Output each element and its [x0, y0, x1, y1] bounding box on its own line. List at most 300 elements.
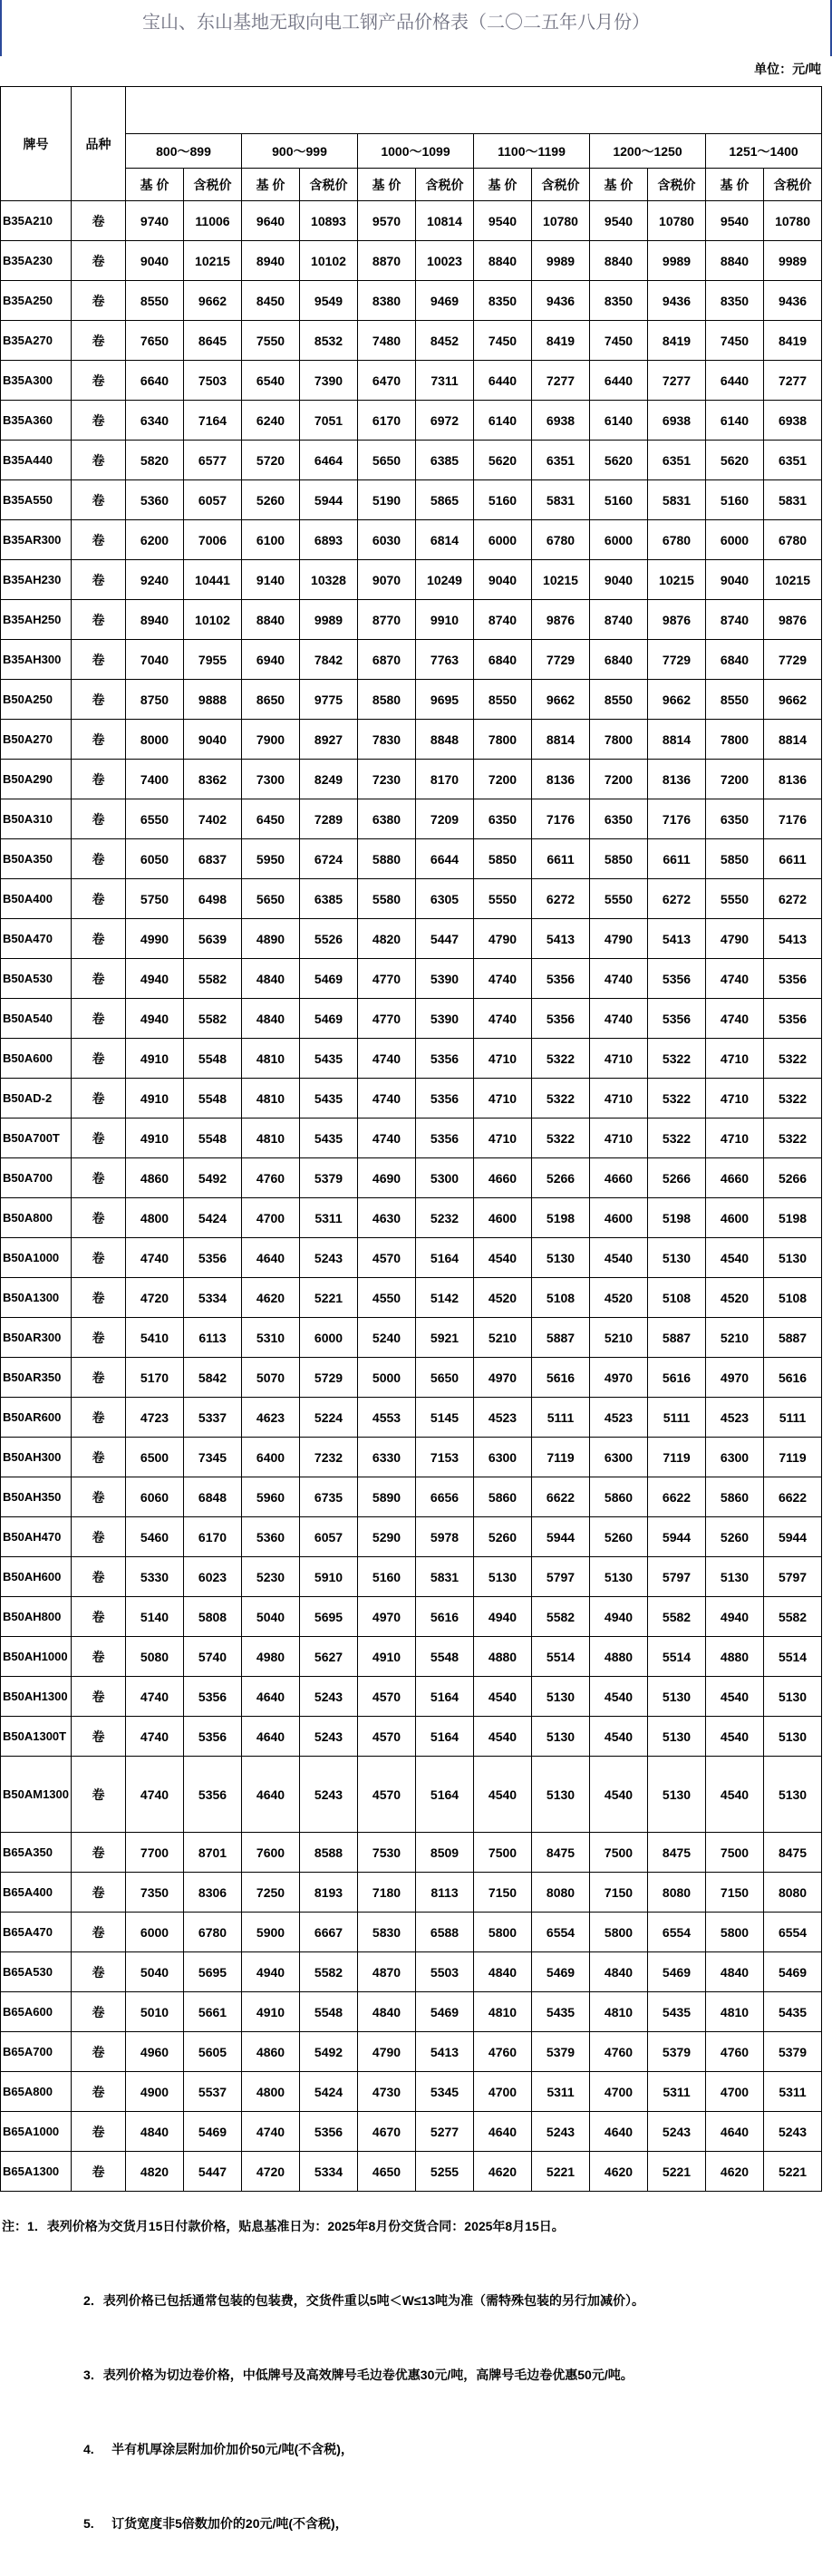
table-row — [1, 760, 822, 799]
tax-price-cell: 5616 — [764, 1358, 822, 1398]
base-price-cell: 4740 — [358, 1039, 416, 1079]
grade-cell: B50A1300 — [1, 1278, 72, 1318]
tax-price-cell: 5198 — [764, 1198, 822, 1238]
base-price-cell: 8350 — [706, 281, 764, 321]
tax-price-cell: 5582 — [764, 1597, 822, 1637]
tax-price-cell: 5469 — [416, 1992, 474, 2032]
table-row — [1, 401, 822, 441]
base-price-cell: 4820 — [126, 2152, 184, 2192]
base-price-cell: 5850 — [474, 839, 532, 879]
tax-price-cell: 9989 — [764, 241, 822, 281]
tax-price-cell: 5164 — [416, 1757, 474, 1833]
grade-cell: B50AH800 — [1, 1597, 72, 1637]
base-price-cell: 6240 — [242, 401, 300, 441]
base-price-cell: 4910 — [126, 1119, 184, 1158]
tax-price-cell: 5322 — [648, 1119, 706, 1158]
base-price-cell: 8350 — [474, 281, 532, 321]
tax-price-cell: 5322 — [532, 1079, 590, 1119]
base-price-cell: 4670 — [358, 2112, 416, 2152]
tax-price-cell: 8419 — [648, 321, 706, 361]
base-price-cell: 7450 — [474, 321, 532, 361]
base-price-cell: 4740 — [706, 999, 764, 1039]
tax-price-cell: 5469 — [300, 959, 358, 999]
base-price-cell: 4940 — [706, 1597, 764, 1637]
base-price-cell: 5160 — [590, 480, 648, 520]
base-price-cell: 5750 — [126, 879, 184, 919]
base-price-cell: 5000 — [358, 1358, 416, 1398]
tax-price-cell: 7503 — [184, 361, 242, 401]
tax-price-cell: 6611 — [648, 839, 706, 879]
tax-price-cell: 5661 — [184, 1992, 242, 2032]
tax-price-cell: 6385 — [300, 879, 358, 919]
base-price-cell: 4900 — [126, 2072, 184, 2112]
base-price-cell: 8550 — [706, 680, 764, 720]
base-price-cell: 4890 — [242, 919, 300, 959]
base-price-cell: 7530 — [358, 1833, 416, 1873]
grade-cell: B35A360 — [1, 401, 72, 441]
table-row — [1, 1039, 822, 1079]
note-line: 注：1．表列价格为交货月15日付款价格，贴息基准日为：2025年8月份交货合同：2025年8月15日。 — [2, 2219, 565, 2233]
base-price-cell: 4740 — [126, 1677, 184, 1717]
base-price-cell: 5210 — [590, 1318, 648, 1358]
base-price-cell: 4690 — [358, 1158, 416, 1198]
base-price-cell: 4710 — [590, 1079, 648, 1119]
table-row — [1, 1398, 822, 1438]
tax-price-cell: 5356 — [532, 959, 590, 999]
tax-price-cell: 8136 — [648, 760, 706, 799]
grade-cell: B50A310 — [1, 799, 72, 839]
base-price-cell: 7040 — [126, 640, 184, 680]
base-price-cell: 7800 — [590, 720, 648, 760]
base-price-cell: 7700 — [126, 1833, 184, 1873]
table-row — [1, 241, 822, 281]
tax-price-cell: 5616 — [532, 1358, 590, 1398]
grade-cell: B50AH470 — [1, 1517, 72, 1557]
tax-price-cell: 8814 — [532, 720, 590, 760]
base-price-cell: 6050 — [126, 839, 184, 879]
tax-price-cell: 7051 — [300, 401, 358, 441]
tax-price-cell: 9876 — [764, 600, 822, 640]
tax-price-cell: 9876 — [648, 600, 706, 640]
tax-price-cell: 6588 — [416, 1913, 474, 1952]
base-price-cell: 4940 — [242, 1952, 300, 1992]
tax-price-cell: 5300 — [416, 1158, 474, 1198]
base-price-cell: 4710 — [590, 1119, 648, 1158]
base-price-cell: 6380 — [358, 799, 416, 839]
price-table-body — [1, 201, 822, 2192]
tax-price-cell: 5605 — [184, 2032, 242, 2072]
tax-price-cell: 6724 — [300, 839, 358, 879]
base-price-cell: 5960 — [242, 1477, 300, 1517]
base-price-cell: 5130 — [474, 1557, 532, 1597]
tax-price-cell: 10215 — [532, 560, 590, 600]
tax-price-cell: 5130 — [648, 1238, 706, 1278]
base-price-cell: 4740 — [474, 999, 532, 1039]
grade-cell: B65A530 — [1, 1952, 72, 1992]
tax-price-cell: 8136 — [532, 760, 590, 799]
tax-price-cell: 8532 — [300, 321, 358, 361]
tax-price-cell: 7153 — [416, 1438, 474, 1477]
type-cell: 卷 — [72, 1238, 126, 1278]
base-price-cell: 4620 — [242, 1278, 300, 1318]
type-cell: 卷 — [72, 1477, 126, 1517]
tax-price-cell: 6113 — [184, 1318, 242, 1358]
base-price-cell: 5260 — [242, 480, 300, 520]
tax-price-cell: 10249 — [416, 560, 474, 600]
table-row — [1, 1238, 822, 1278]
tax-price-cell: 9989 — [532, 241, 590, 281]
table-row — [1, 919, 822, 959]
tax-price-cell: 6351 — [648, 441, 706, 480]
base-price-cell: 4790 — [358, 2032, 416, 2072]
base-price-cell: 5080 — [126, 1637, 184, 1677]
tax-price-cell: 5492 — [300, 2032, 358, 2072]
base-price-cell: 4540 — [590, 1238, 648, 1278]
base-price-cell: 6340 — [126, 401, 184, 441]
base-price-cell: 6140 — [706, 401, 764, 441]
type-header: 品种 — [72, 87, 126, 201]
base-price-cell: 8380 — [358, 281, 416, 321]
type-cell: 卷 — [72, 2072, 126, 2112]
type-cell: 卷 — [72, 999, 126, 1039]
base-price-cell: 4520 — [706, 1278, 764, 1318]
tax-price-cell: 5356 — [416, 1039, 474, 1079]
grade-cell: B50AH1300 — [1, 1677, 72, 1717]
tax-price-cell: 5469 — [532, 1952, 590, 1992]
tax-price-cell: 7176 — [764, 799, 822, 839]
table-row — [1, 361, 822, 401]
tax-price-cell: 5582 — [300, 1952, 358, 1992]
base-price-cell: 4910 — [126, 1079, 184, 1119]
base-price-cell: 5360 — [242, 1517, 300, 1557]
tax-price-cell: 5842 — [184, 1358, 242, 1398]
base-price-cell: 4540 — [590, 1677, 648, 1717]
base-price-cell: 4910 — [358, 1637, 416, 1677]
base-price-cell: 5360 — [126, 480, 184, 520]
base-price-cell: 4640 — [706, 2112, 764, 2152]
base-price-cell: 9040 — [706, 560, 764, 600]
tax-price-cell: 5130 — [532, 1717, 590, 1757]
base-price-cell: 5260 — [474, 1517, 532, 1557]
base-price-cell: 6470 — [358, 361, 416, 401]
base-price-cell: 8550 — [590, 680, 648, 720]
tax-price-cell: 10023 — [416, 241, 474, 281]
table-row — [1, 1358, 822, 1398]
tax-price-cell: 5130 — [648, 1717, 706, 1757]
type-cell: 卷 — [72, 361, 126, 401]
table-row — [1, 1913, 822, 1952]
base-price-cell: 4790 — [590, 919, 648, 959]
base-price-cell: 6540 — [242, 361, 300, 401]
base-price-cell: 4710 — [706, 1079, 764, 1119]
type-cell: 卷 — [72, 401, 126, 441]
tax-price-cell: 8306 — [184, 1873, 242, 1913]
table-row — [1, 600, 822, 640]
base-price-cell: 7400 — [126, 760, 184, 799]
tax-price-cell: 5356 — [764, 959, 822, 999]
base-price-cell: 9070 — [358, 560, 416, 600]
tax-price-cell: 5356 — [532, 999, 590, 1039]
base-price-cell: 4700 — [590, 2072, 648, 2112]
tax-price-cell: 5887 — [764, 1318, 822, 1358]
tax-price-cell: 5243 — [532, 2112, 590, 2152]
base-price-cell: 4523 — [590, 1398, 648, 1438]
tax-price-cell: 5831 — [648, 480, 706, 520]
table-row — [1, 1757, 822, 1833]
tax-price-header: 含税价 — [416, 169, 474, 201]
tax-price-cell: 6057 — [300, 1517, 358, 1557]
tax-price-cell: 5221 — [648, 2152, 706, 2192]
tax-price-cell: 7006 — [184, 520, 242, 560]
type-cell: 卷 — [72, 1278, 126, 1318]
tax-price-cell: 6351 — [764, 441, 822, 480]
tax-price-cell: 5356 — [184, 1677, 242, 1717]
base-price-cell: 4740 — [358, 1119, 416, 1158]
base-price-cell: 7180 — [358, 1873, 416, 1913]
range-header: 800～899 — [126, 134, 242, 169]
base-price-cell: 9570 — [358, 201, 416, 241]
tax-price-cell: 9662 — [764, 680, 822, 720]
title-bar — [0, 0, 832, 56]
base-price-cell: 6440 — [706, 361, 764, 401]
type-cell: 卷 — [72, 1358, 126, 1398]
base-price-cell: 4640 — [590, 2112, 648, 2152]
base-price-cell: 5890 — [358, 1477, 416, 1517]
base-price-cell: 4790 — [474, 919, 532, 959]
base-price-cell: 4540 — [474, 1717, 532, 1757]
base-price-cell: 4540 — [474, 1757, 532, 1833]
tax-price-cell: 10780 — [648, 201, 706, 241]
base-price-cell: 7900 — [242, 720, 300, 760]
base-price-cell: 8940 — [242, 241, 300, 281]
base-price-cell: 4940 — [590, 1597, 648, 1637]
tax-price-cell: 9876 — [532, 600, 590, 640]
tax-price-cell: 5492 — [184, 1158, 242, 1198]
type-cell: 卷 — [72, 1198, 126, 1238]
tax-price-cell: 6554 — [764, 1913, 822, 1952]
tax-price-cell: 7209 — [416, 799, 474, 839]
tax-price-cell: 9910 — [416, 600, 474, 640]
grade-cell: B50A470 — [1, 919, 72, 959]
base-price-cell: 4620 — [590, 2152, 648, 2192]
tax-price-cell: 8701 — [184, 1833, 242, 1873]
base-price-cell: 5160 — [358, 1557, 416, 1597]
base-price-cell: 8740 — [474, 600, 532, 640]
base-price-cell: 5190 — [358, 480, 416, 520]
base-price-cell: 4960 — [126, 2032, 184, 2072]
table-row — [1, 1438, 822, 1477]
tax-price-cell: 5548 — [184, 1119, 242, 1158]
base-price-cell: 9040 — [590, 560, 648, 600]
tax-price-cell: 9662 — [184, 281, 242, 321]
base-price-cell: 4540 — [590, 1717, 648, 1757]
base-price-cell: 4700 — [706, 2072, 764, 2112]
range-header: 1200～1250 — [590, 134, 706, 169]
tax-price-cell: 5243 — [300, 1238, 358, 1278]
base-price-cell: 7650 — [126, 321, 184, 361]
tax-price-cell: 5447 — [416, 919, 474, 959]
tax-price-cell: 5164 — [416, 1677, 474, 1717]
base-price-cell: 4840 — [590, 1952, 648, 1992]
type-cell: 卷 — [72, 839, 126, 879]
base-price-cell: 4660 — [590, 1158, 648, 1198]
base-price-cell: 6640 — [126, 361, 184, 401]
grade-cell: B50A1000 — [1, 1238, 72, 1278]
tax-price-cell: 5356 — [184, 1238, 242, 1278]
base-price-cell: 7450 — [706, 321, 764, 361]
tax-price-cell: 5198 — [532, 1198, 590, 1238]
base-price-cell: 9540 — [706, 201, 764, 241]
tax-price-cell: 7763 — [416, 640, 474, 680]
tax-price-cell: 5447 — [184, 2152, 242, 2192]
tax-price-cell: 5130 — [764, 1717, 822, 1757]
table-row — [1, 680, 822, 720]
tax-price-cell: 9469 — [416, 281, 474, 321]
tax-price-cell: 6622 — [648, 1477, 706, 1517]
tax-price-cell: 6814 — [416, 520, 474, 560]
base-price-cell: 6350 — [474, 799, 532, 839]
tax-price-cell: 5740 — [184, 1637, 242, 1677]
tax-price-cell: 9662 — [648, 680, 706, 720]
tax-price-cell: 5797 — [764, 1557, 822, 1597]
tax-price-cell: 7289 — [300, 799, 358, 839]
grade-cell: B65A1300 — [1, 2152, 72, 2192]
base-price-header: 基 价 — [706, 169, 764, 201]
tax-price-cell: 5232 — [416, 1198, 474, 1238]
tax-price-cell: 7119 — [648, 1438, 706, 1477]
tax-price-cell: 7164 — [184, 401, 242, 441]
base-price-cell: 5130 — [706, 1557, 764, 1597]
base-price-cell: 9540 — [474, 201, 532, 241]
grade-cell: B50A700 — [1, 1158, 72, 1198]
base-price-cell: 7200 — [706, 760, 764, 799]
tax-price-cell: 8170 — [416, 760, 474, 799]
base-price-cell: 9640 — [242, 201, 300, 241]
grade-cell: B35A440 — [1, 441, 72, 480]
base-price-cell: 4660 — [706, 1158, 764, 1198]
grade-cell: B65A1000 — [1, 2112, 72, 2152]
tax-price-cell: 6351 — [532, 441, 590, 480]
base-price-cell: 5040 — [242, 1597, 300, 1637]
base-price-cell: 5650 — [242, 879, 300, 919]
base-price-cell: 5950 — [242, 839, 300, 879]
table-row — [1, 1873, 822, 1913]
base-price-cell: 4540 — [474, 1238, 532, 1278]
tax-price-cell: 5356 — [648, 959, 706, 999]
tax-price-cell: 5111 — [648, 1398, 706, 1438]
tax-price-cell: 6622 — [532, 1477, 590, 1517]
tax-price-cell: 5356 — [184, 1717, 242, 1757]
base-price-cell: 6870 — [358, 640, 416, 680]
type-cell: 卷 — [72, 2152, 126, 2192]
table-row — [1, 2112, 822, 2152]
tax-price-cell: 5322 — [764, 1039, 822, 1079]
tax-price-cell: 7311 — [416, 361, 474, 401]
type-cell: 卷 — [72, 560, 126, 600]
tax-price-header: 含税价 — [184, 169, 242, 201]
base-price-cell: 7480 — [358, 321, 416, 361]
table-row — [1, 2032, 822, 2072]
tax-price-cell: 5356 — [184, 1757, 242, 1833]
base-price-header: 基 价 — [242, 169, 300, 201]
table-row — [1, 201, 822, 241]
grade-cell: B50AR350 — [1, 1358, 72, 1398]
base-price-cell: 8450 — [242, 281, 300, 321]
type-cell: 卷 — [72, 640, 126, 680]
tax-price-cell: 7119 — [764, 1438, 822, 1477]
base-price-cell: 4740 — [590, 999, 648, 1039]
base-price-cell: 7500 — [590, 1833, 648, 1873]
tax-price-cell: 5111 — [532, 1398, 590, 1438]
base-price-cell: 4740 — [126, 1757, 184, 1833]
tax-price-cell: 8193 — [300, 1873, 358, 1913]
tax-price-cell: 5695 — [184, 1952, 242, 1992]
base-price-cell: 4760 — [242, 1158, 300, 1198]
base-price-cell: 6350 — [590, 799, 648, 839]
tax-price-cell: 5944 — [532, 1517, 590, 1557]
tax-price-cell: 5277 — [416, 2112, 474, 2152]
base-price-cell: 4940 — [126, 959, 184, 999]
table-row — [1, 799, 822, 839]
base-price-cell: 7600 — [242, 1833, 300, 1873]
base-price-cell: 4570 — [358, 1238, 416, 1278]
base-price-cell: 5160 — [474, 480, 532, 520]
base-price-cell: 5130 — [590, 1557, 648, 1597]
grade-cell: B50A1300T — [1, 1717, 72, 1757]
base-price-cell: 5460 — [126, 1517, 184, 1557]
type-cell: 卷 — [72, 1119, 126, 1158]
base-price-cell: 6170 — [358, 401, 416, 441]
base-price-cell: 4860 — [126, 1158, 184, 1198]
type-cell: 卷 — [72, 1039, 126, 1079]
table-row — [1, 1278, 822, 1318]
tax-price-cell: 5390 — [416, 999, 474, 1039]
tax-price-cell: 8848 — [416, 720, 474, 760]
table-row — [1, 560, 822, 600]
unit-label: 单位：元/吨 — [754, 62, 821, 76]
tax-price-cell: 5582 — [648, 1597, 706, 1637]
base-price-cell: 4800 — [126, 1198, 184, 1238]
tax-price-cell: 5142 — [416, 1278, 474, 1318]
tax-price-cell: 5797 — [532, 1557, 590, 1597]
grade-cell: B65A470 — [1, 1913, 72, 1952]
tax-price-cell: 5639 — [184, 919, 242, 959]
base-price-cell: 9240 — [126, 560, 184, 600]
base-price-cell: 5170 — [126, 1358, 184, 1398]
tax-price-cell: 9662 — [532, 680, 590, 720]
base-price-cell: 4520 — [474, 1278, 532, 1318]
tax-price-cell: 5582 — [184, 999, 242, 1039]
type-cell: 卷 — [72, 281, 126, 321]
base-price-cell: 5550 — [706, 879, 764, 919]
tax-price-cell: 6780 — [648, 520, 706, 560]
base-price-cell: 4870 — [358, 1952, 416, 1992]
base-price-cell: 7250 — [242, 1873, 300, 1913]
base-price-cell: 7500 — [706, 1833, 764, 1873]
base-price-cell: 4840 — [474, 1952, 532, 1992]
grade-cell: B50A700T — [1, 1119, 72, 1158]
base-price-cell: 9140 — [242, 560, 300, 600]
base-price-cell: 5850 — [706, 839, 764, 879]
base-price-cell: 4660 — [474, 1158, 532, 1198]
base-price-cell: 9040 — [474, 560, 532, 600]
base-price-cell: 4620 — [474, 2152, 532, 2192]
grade-cell: B50AH300 — [1, 1438, 72, 1477]
tax-price-header: 含税价 — [648, 169, 706, 201]
base-price-cell: 4720 — [242, 2152, 300, 2192]
tax-price-cell: 5435 — [648, 1992, 706, 2032]
base-price-cell: 6300 — [706, 1438, 764, 1477]
